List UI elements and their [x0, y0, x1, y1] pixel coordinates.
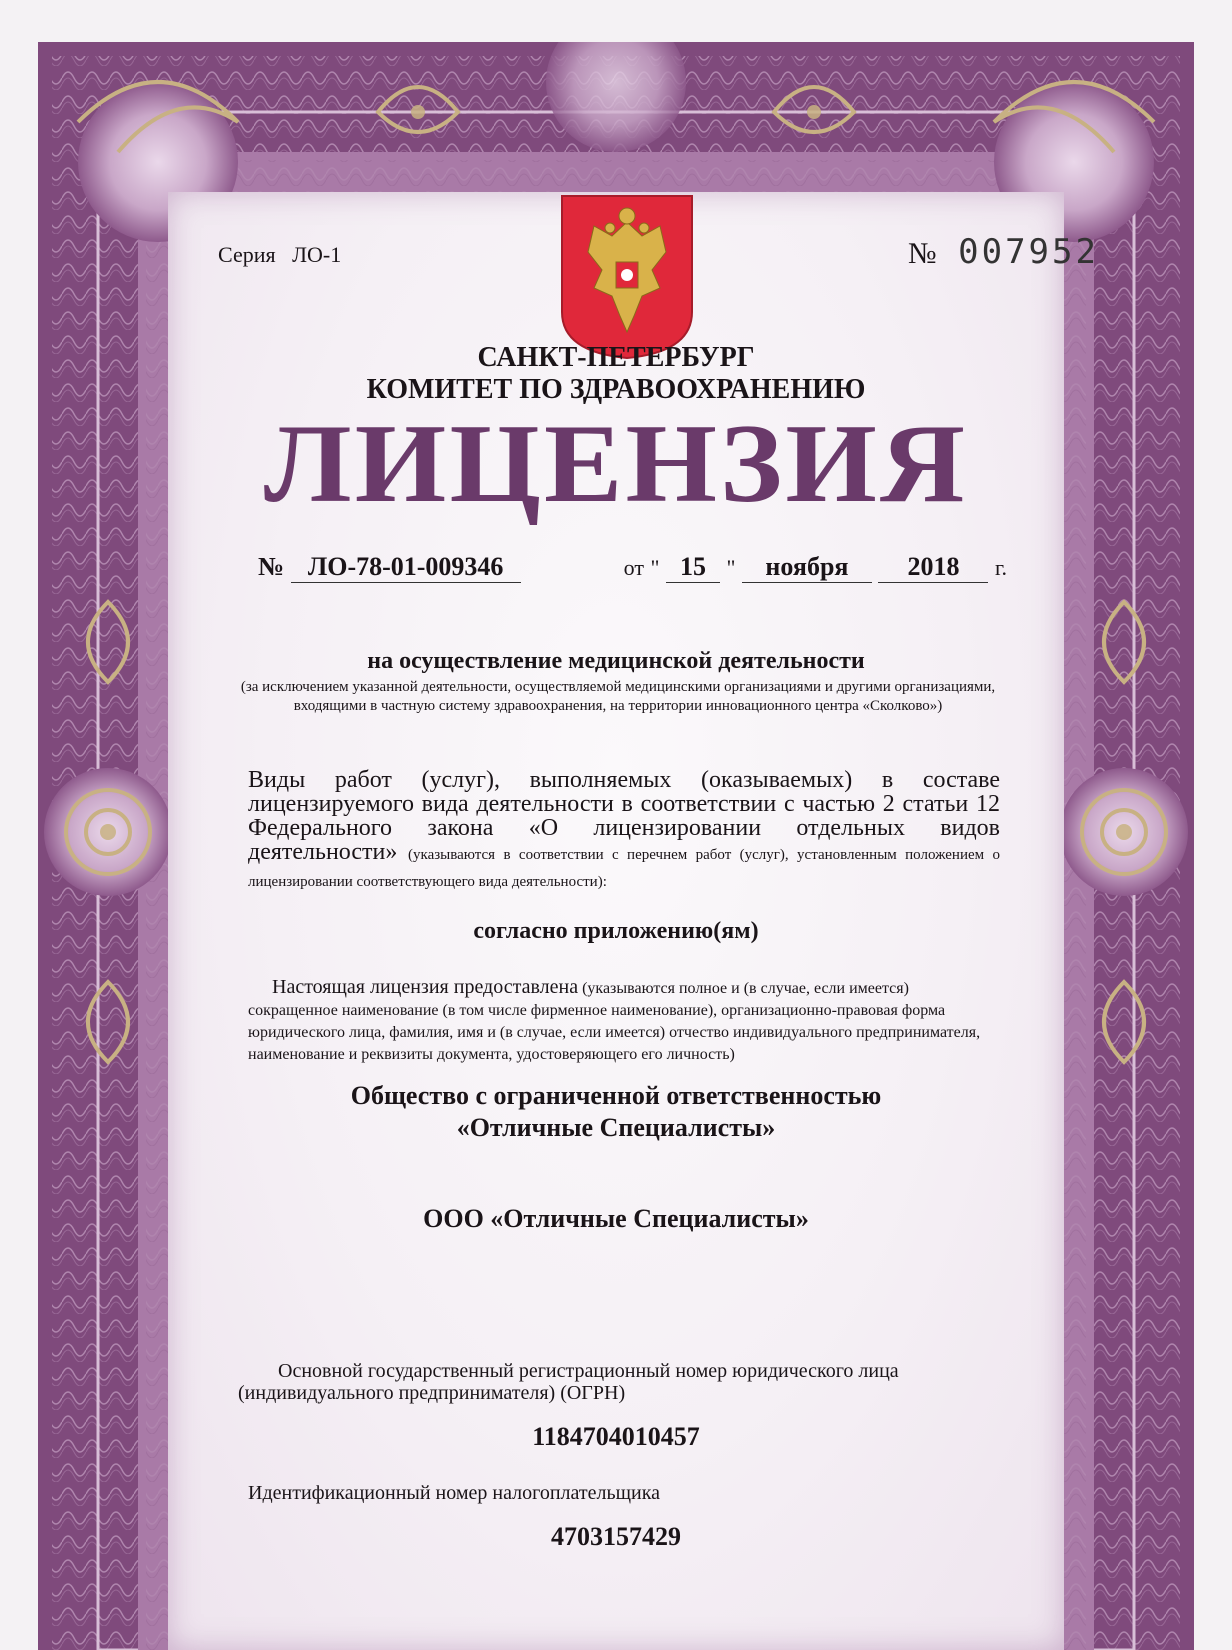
license-number: ЛО-78-01-009346	[291, 552, 521, 583]
granted-paragraph	[248, 976, 1000, 1066]
organization-full-name-line1: Общество с ограниченной ответственностью	[350, 1081, 882, 1110]
blank-number: 007952	[958, 232, 1099, 272]
number-sign: №	[908, 237, 937, 270]
works-paragraph	[248, 768, 1000, 894]
license-month: ноября	[742, 552, 872, 583]
granted-note-text: (указываются полное и (в случае, если имеется) сокращенное наименование (в том числе фирменное наименование), организационно-правовая форма юридического лица, фамилия, имя и (в случае, если имеется) отчество индивидуального предпринимателя, наименование и реквизиты документа, удостоверяющего его личность)	[248, 980, 981, 1063]
license-sheet	[38, 42, 1194, 1650]
inn-label: Идентификационный номер налогоплательщика	[248, 1482, 661, 1504]
ogrn-label-line2: (индивидуального предпринимателя) (ОГРН)	[238, 1382, 626, 1404]
license-number-line	[258, 552, 1018, 583]
issuer-block	[38, 342, 1194, 406]
license-quote-open: "	[650, 555, 660, 580]
russian-coat-of-arms-icon	[558, 192, 696, 362]
license-from-label: от	[623, 555, 644, 580]
series-line	[218, 242, 341, 268]
license-year: 2018	[878, 552, 988, 583]
ogrn-label	[238, 1360, 1038, 1404]
activity-type: на осуществление медицинской деятельности	[367, 648, 865, 674]
issuer-committee: КОМИТЕТ ПО ЗДРАВООХРАНЕНИЮ	[366, 374, 866, 405]
license-quote-close: "	[726, 555, 736, 580]
activity-note: (за исключением указанной деятельности, осуществляемой медицинскими организациями и другими организациями, входящими в частную систему здравоохранения, на территории инновационного центра «Сколково»)	[240, 679, 996, 714]
organization-full-name-line2: «Отличные Специалисты»	[456, 1113, 776, 1142]
ogrn-value: 1184704010457	[532, 1422, 700, 1451]
ogrn-label-line1: Основной государственный регистрационный номер юридического лица	[278, 1360, 899, 1382]
works-note-text: (указываются в соответствии с перечнем работ (услуг), установленным положением о лицензировании соответствующего вида деятельности):	[248, 847, 1000, 890]
organization-short-name: ООО «Отличные Специалисты»	[423, 1204, 809, 1233]
license-year-suffix: г.	[994, 555, 1007, 580]
works-main-text: Виды работ (услуг), выполняемых (оказываемых) в составе лицензируемого вида деятельности в соответствии с частью 2 статьи 12 Федерального закона «О лицензировании отдельных видов деятельности»	[248, 767, 1000, 865]
granted-main-text: Настоящая лицензия предоставлена	[272, 976, 579, 998]
license-number-sign: №	[258, 552, 285, 581]
document-title: ЛИЦЕНЗИЯ	[263, 402, 969, 526]
inn-value: 4703157429	[551, 1522, 681, 1551]
series-value: ЛО-1	[292, 242, 342, 267]
license-day: 15	[666, 552, 720, 583]
issuer-city: САНКТ-ПЕТЕРБУРГ	[477, 342, 755, 373]
series-label: Серия	[218, 242, 276, 267]
blank-number-line	[908, 232, 1099, 272]
by-appendix: согласно приложению(ям)	[473, 918, 759, 944]
organization-full-name	[38, 1080, 1194, 1144]
